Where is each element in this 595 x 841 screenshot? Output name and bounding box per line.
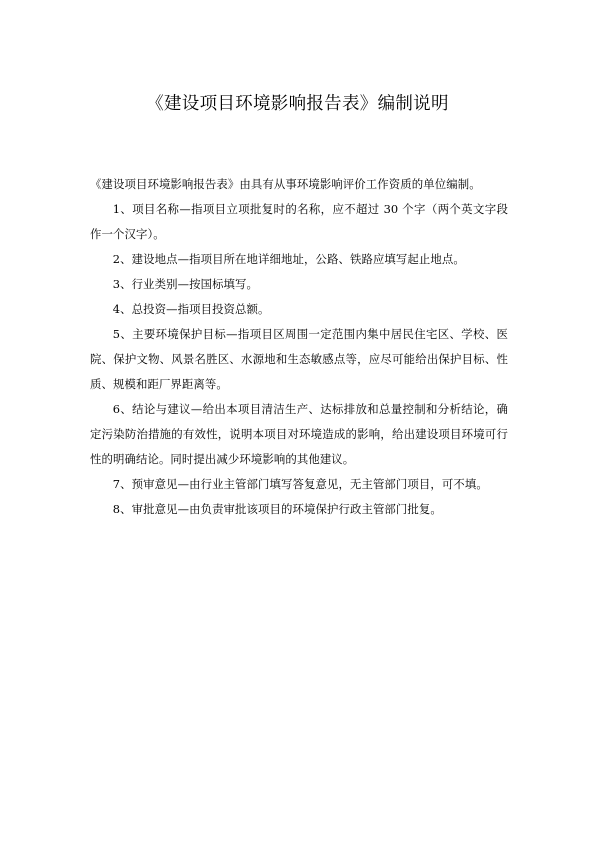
intro-paragraph: 《建设项目环境影响报告表》由具有从事环境影响评价工作资质的单位编制。 [90,177,481,191]
item-approval-opinion: 8、审批意见—由负责审批该项目的环境保护行政主管部门批复。 [112,502,442,516]
item-project-name: 1、项目名称—指项目立项批复时的名称，应不超过 30 个字（两个英文字段作一个汉字）。 [90,202,508,241]
item-construction-site: 2、建设地点—指项目所在地详细地址，公路、铁路应填写起止地点。 [112,252,465,266]
item-conclusions: 6、结论与建议—给出本项目清洁生产、达标排放和总量控制和分析结论，确定污染防治措施的有效性，说明本项目对环境造成的影响，给出建设项目环境可行性的明确结论。同时提出减少环境影响的其他建议。 [90,402,508,466]
document-body [90,172,508,522]
item-industry-category: 3、行业类别—按国标填写。 [112,277,259,291]
item-preliminary-review: 7、预审意见—由行业主管部门填写答复意见，无主管部门项目，可不填。 [112,477,488,491]
document-title: 《建设项目环境影响报告表》编制说明 [146,94,449,114]
item-total-investment: 4、总投资—指项目投资总额。 [112,302,270,316]
item-protection-targets: 5、主要环境保护目标—指项目区周围一定范围内集中居民住宅区、学校、医院、保护文物、风景名胜区、水源地和生态敏感点等，应尽可能给出保护目标、性质、规模和距厂界距离等。 [90,327,508,391]
